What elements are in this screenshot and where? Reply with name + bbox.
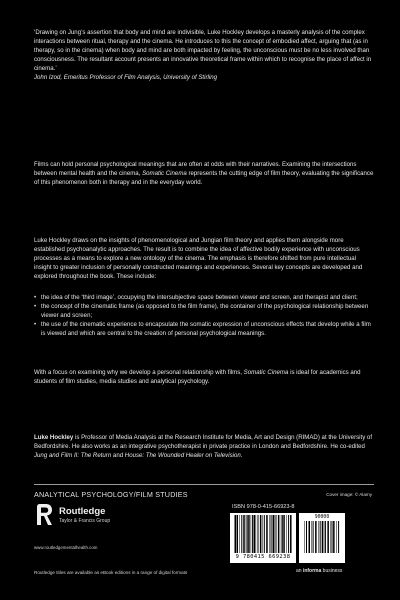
p3-text-b: is ideal for academics and students of film studies, media studies and analytical psychology. <box>34 369 361 386</box>
addon-bar <box>327 521 329 553</box>
barcode-bar <box>252 515 253 553</box>
barcode-bar <box>260 515 262 553</box>
cover-credit: Cover image: © Alamy <box>326 492 372 497</box>
publisher-url[interactable]: www.routledgementalhealth.com <box>34 545 98 550</box>
barcode-bar <box>258 515 259 553</box>
bio-end: . <box>240 452 243 460</box>
barcode-bar <box>273 515 275 553</box>
key-concepts-list <box>34 293 374 338</box>
p1-text-a: Films can hold personal psychological meanings that are often at odds with their narratives. Examining the intersections between mental health and the cinema, <box>34 161 357 178</box>
barcode-bar <box>278 515 280 553</box>
quote-attribution: John Izod, Emeritus Professor of Film Analysis, University of Stirling <box>34 74 217 82</box>
p3-book-title: Somatic Cinema <box>243 369 289 376</box>
barcode-bar <box>248 515 250 553</box>
barcode-bar <box>281 515 282 553</box>
author-bio <box>34 433 374 460</box>
endorsement-quote <box>34 28 374 83</box>
description-paragraph-1 <box>34 160 374 187</box>
bio-and: and <box>111 452 125 460</box>
barcode-bar <box>269 515 270 553</box>
barcode-bar <box>246 515 247 553</box>
informa-text-a: an <box>296 568 303 574</box>
barcode-bar <box>290 515 292 553</box>
barcode-bar <box>288 515 289 553</box>
barcode <box>230 513 296 563</box>
list-item: • the concept of the cinematic frame (as opposed to the film frame), the container of the psychological relationship between viewer and screen; <box>34 302 374 320</box>
addon-bar <box>336 521 337 553</box>
barcode-bar <box>243 515 245 553</box>
informa-text-c: business <box>321 568 343 574</box>
barcode-digits: 9 780415 669238 <box>235 554 291 560</box>
addon-bar <box>322 521 324 553</box>
addon-bar <box>315 521 317 553</box>
divider <box>34 484 374 485</box>
subject-category: ANALYTICAL PSYCHOLOGY/FILM STUDIES <box>34 490 188 499</box>
addon-bar <box>304 521 305 553</box>
addon-bar <box>311 521 312 553</box>
quote-text: ‘Drawing on Jung’s assertion that body and mind are indivisible, Luke Hockley develops a masterly analysis of the complex interactions between ritual, therapy and the cinema. He introduces to this the concept of embodied affect, arguing that (as in therapy, so in the cinema) when body and mind are both impacted by feeling, the unconscious must be no less involved than consciousness. The resultant account presents an innovative theoretical frame within which to recognise the place of affect in cinema.’ <box>34 29 372 73</box>
addon-bar <box>332 521 333 553</box>
addon-bar <box>309 521 311 553</box>
addon-bar <box>320 521 321 553</box>
list-item: • the use of the cinematic experience to encapsulate the somatic expression of unconscious effects that develop while a film is viewed and which are central to the creation of personal psychological meanings. <box>34 320 374 338</box>
informa-line <box>296 568 342 574</box>
publisher-group: Taylor & Francis Group <box>59 518 111 524</box>
addon-bar <box>338 521 339 553</box>
bio-text-a: is Professor of Media Analysis at the Research Institute for Media, Art and Design (RIMAD) at the University of Bedfordshire. He also works as an integrative psychotherapist in private practice in London and Bedfordshire. He co-edited <box>34 434 373 451</box>
barcode-bar <box>239 515 240 553</box>
description-paragraph-2: Luke Hockley draws on the insights of phenomenological and Jungian film theory and applies them alongside more established psychoanalytic approaches. The result is to combine the idea of affective bodily experience with unconscious processes as a means to explore a new ontology of the cinema. The emphasis is therefore shifted from pure intellectual insight to greater inclusion of personally constructed meanings and experiences. Several key concepts are developed and explored throughout the book. These include: <box>34 237 363 281</box>
description-paragraph-3 <box>34 368 374 386</box>
barcode-bar <box>282 515 283 553</box>
barcode-bar <box>283 515 285 553</box>
list-item: • the idea of the ‘third image’, occupying the intersubjective space between viewer and screen, and therapist and client; <box>34 293 374 302</box>
author-name: Luke Hockley <box>34 434 74 441</box>
barcode-bar <box>276 515 277 553</box>
p1-text-b: represents the cutting edge of film theory, evaluating the significance of this phenomenon both in therapy and in the everyday world. <box>34 170 374 187</box>
barcode-bar <box>254 515 256 553</box>
barcode-bar <box>256 515 257 553</box>
addon-bar <box>325 521 326 553</box>
addon-bar <box>330 521 331 553</box>
routledge-logo-icon <box>34 503 54 527</box>
informa-brand: informa <box>302 568 322 574</box>
barcode-bar <box>241 515 242 553</box>
barcode-bars-icon <box>233 515 293 553</box>
ebook-note: Routledge titles are available as eBook editions in a range of digital formats <box>34 570 188 575</box>
barcode-bar <box>286 515 287 553</box>
barcode-bar <box>234 515 235 553</box>
addon-bar <box>306 521 307 553</box>
addon-bar <box>313 521 314 553</box>
barcode-bar <box>275 515 276 553</box>
addon-bar <box>318 521 319 553</box>
addon-bar <box>333 521 335 553</box>
p3-text-a: With a focus on examining why we develop a personal relationship with films, <box>34 369 244 376</box>
isbn-label: ISBN 978-0-415-66923-8 <box>232 504 295 510</box>
barcode-bar <box>247 515 248 553</box>
barcode-bar <box>251 515 252 553</box>
p1-book-title: Somatic Cinema <box>142 170 187 178</box>
barcode-bar <box>237 515 239 553</box>
barcode-bar <box>264 515 265 553</box>
addon-bars-icon <box>303 521 341 553</box>
barcode-bar <box>235 515 236 553</box>
barcode-bar <box>266 515 268 553</box>
barcode-bar <box>271 515 272 553</box>
price-addon-barcode <box>299 513 345 563</box>
addon-digits: 90000 <box>314 515 330 520</box>
barcode-bar <box>262 515 263 553</box>
addon-bar <box>324 521 325 553</box>
bio-title-1: Jung and Film II: The Return <box>34 452 112 460</box>
publisher-name: Routledge <box>59 506 106 517</box>
bio-title-2: House: The Wounded Healer on Television <box>124 452 241 460</box>
